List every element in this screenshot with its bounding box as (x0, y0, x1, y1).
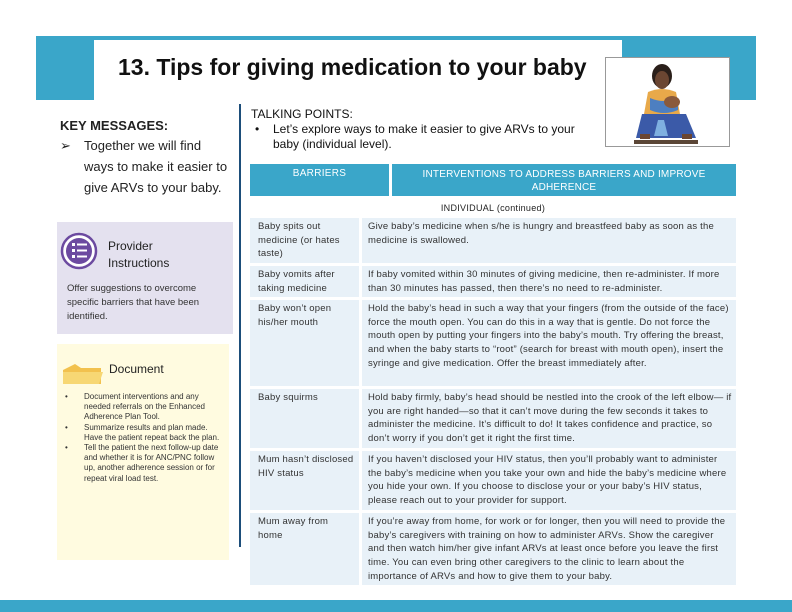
document-list (65, 392, 225, 484)
column-divider (239, 104, 241, 547)
document-title: Document (109, 362, 164, 376)
document-list-item: • Document interventions and any needed referrals on the Enhanced Adherence Plan Tool. (65, 392, 205, 422)
intervention-cell: Hold baby firmly, baby’s head should be nestled into the crook of the left elbow— if you are right handed—so that it can’t move during the few seconds it takes to administer the medicine. It’s difficult to do! It takes confidence and practice, so don’t worry if you don’t get it right the first time. (362, 389, 736, 448)
barrier-cell: Baby squirms (250, 389, 359, 448)
provider-instructions-text: Offer suggestions to overcome specific barriers that have been identified. (67, 283, 200, 322)
bullet-icon: • (65, 392, 68, 401)
table-row (250, 218, 736, 263)
talking-point-item (251, 122, 596, 152)
table-row (250, 513, 736, 585)
provider-instructions-box (57, 222, 233, 334)
key-message-text: Together we will find ways to make it easier to give ARVs to your baby. (84, 138, 228, 195)
table-row (250, 300, 736, 386)
document-list-item: • Tell the patient the next follow-up date and whether it is for ANC/PNC follow up, another adherence session or for repeat viral load test. (65, 443, 219, 483)
barrier-cell: Baby spits out medicine (or hates taste) (250, 218, 359, 263)
folder-icon (61, 362, 105, 386)
talking-point-text: Let’s explore ways to make it easier to give ARVs to your baby (individual level). (273, 122, 575, 151)
title-panel (94, 40, 622, 100)
mother-with-baby-icon (606, 58, 730, 147)
key-messages-heading: KEY MESSAGES: (60, 118, 169, 133)
barrier-cell: Baby won’t open his/her mouth (250, 300, 359, 386)
table-row (250, 266, 736, 297)
intervention-cell: If you’re away from home, for work or for longer, then you will need to provide the baby’s caregivers with training on how to administer ARVs. Show the caregiver and then watch him/her give infant ARVs at least once before you leave the first time. You can even bring other caregivers to the clinic to learn about the importance of ARVs and how to give them to your baby. (362, 513, 736, 585)
barrier-cell: Baby vomits after taking medicine (250, 266, 359, 297)
interventions-header: INTERVENTIONS TO ADDRESS BARRIERS AND IMPROVE ADHERENCE (392, 164, 736, 196)
barriers-header: BARRIERS (250, 164, 389, 196)
checklist-icon (60, 232, 98, 270)
barrier-cell: Mum away from home (250, 513, 359, 585)
intervention-cell: Hold the baby’s head in such a way that your fingers (from the outside of the face) force the mouth open. You can do this in a way that is gentle. Do not force the mouth open by putting your fingers into the baby’s mouth. Try offering the breast, and when the baby starts to “root” (search for breast with mouth open), insert the syringe and give medication. Offer the breast immediately after. (362, 300, 736, 386)
footer-bar (0, 600, 792, 612)
intervention-cell: Give baby’s medicine when s/he is hungry and breastfeed baby as soon as the medicine is swallowed. (362, 218, 736, 263)
key-messages (60, 118, 230, 198)
document-list-item: • Summarize results and plan made. Have the patient repeat back the plan. (65, 422, 220, 442)
key-message-item (60, 135, 230, 198)
bullet-icon: • (65, 443, 68, 453)
bullet-icon: • (65, 422, 68, 432)
talking-points (251, 106, 596, 152)
mother-with-baby-illustration (605, 57, 730, 147)
arrow-bullet-icon: ➢ (60, 138, 71, 153)
barrier-cell: Mum hasn’t disclosed HIV status (250, 451, 359, 510)
provider-instructions-title: Provider Instructions (108, 239, 170, 270)
talking-points-heading: TALKING POINTS: (251, 107, 353, 121)
bullet-icon: • (255, 122, 260, 136)
document-box (57, 344, 229, 560)
table-row (250, 451, 736, 510)
intervention-cell: If you haven’t disclosed your HIV status, then you’ll probably want to administer the baby’s medicine when you take your own and hide the baby’s medicine where you hide your own. If you choose to disclose your or your baby’s HIV status, please reach out to your provider for support. (362, 451, 736, 510)
individual-subheader: INDIVIDUAL (continued) (250, 199, 736, 217)
table-row (250, 389, 736, 448)
page-title: 13. Tips for giving medication to your baby (118, 54, 587, 80)
barriers-table (250, 218, 736, 588)
intervention-cell: If baby vomited within 30 minutes of giving medicine, then re-administer. If more than 30 minutes has passed, then there’s no need to re-administer. (362, 266, 736, 297)
